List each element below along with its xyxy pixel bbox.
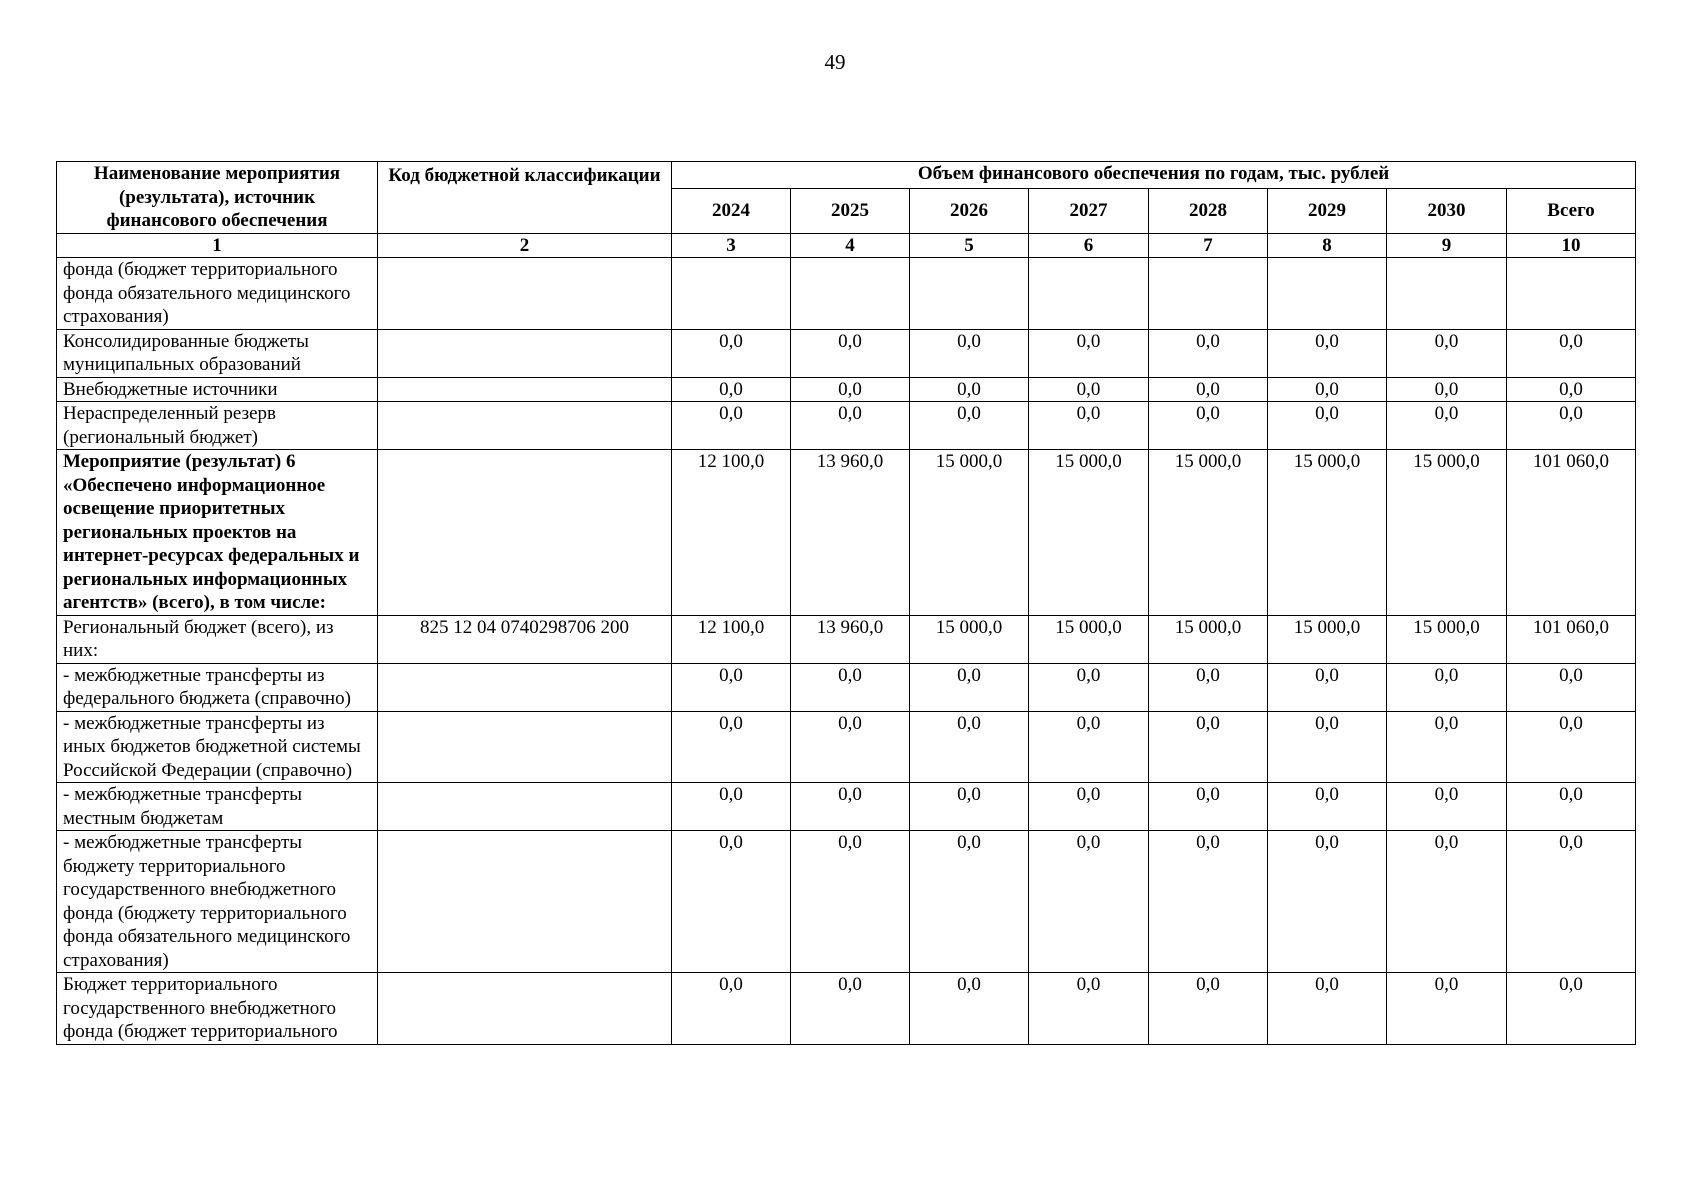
- table-row: [57, 615, 1636, 663]
- header-year: 2026: [910, 188, 1029, 233]
- row-year-value: 0,0: [1268, 377, 1387, 402]
- row-year-value: 0,0: [1029, 711, 1149, 783]
- header-code: Код бюджетной классификации: [378, 162, 672, 234]
- column-numbers-row: [57, 233, 1636, 258]
- row-budget-code: [378, 329, 672, 377]
- row-total-value: 0,0: [1507, 973, 1636, 1045]
- row-year-value: 0,0: [910, 711, 1029, 783]
- column-number: 9: [1387, 233, 1507, 258]
- header-year: 2029: [1268, 188, 1387, 233]
- row-year-value: 15 000,0: [910, 615, 1029, 663]
- header-funding-group: Объем финансового обеспечения по годам, тыс. рублей: [672, 162, 1636, 189]
- row-year-value: 0,0: [1149, 783, 1268, 831]
- row-year-value: 0,0: [1268, 402, 1387, 450]
- row-year-value: 0,0: [1149, 711, 1268, 783]
- column-number: 4: [791, 233, 910, 258]
- row-name: - межбюджетные трансферты местным бюджетам: [57, 783, 378, 831]
- row-budget-code: [378, 402, 672, 450]
- row-year-value: 0,0: [1387, 711, 1507, 783]
- header-year: 2025: [791, 188, 910, 233]
- column-number: 10: [1507, 233, 1636, 258]
- row-name: Нераспределенный резерв (региональный бюджет): [57, 402, 378, 450]
- column-number: 1: [57, 233, 378, 258]
- row-year-value: 0,0: [1029, 783, 1149, 831]
- row-year-value: 0,0: [1149, 377, 1268, 402]
- column-number: 5: [910, 233, 1029, 258]
- row-year-value: 0,0: [910, 663, 1029, 711]
- row-budget-code: [378, 831, 672, 973]
- column-number: 2: [378, 233, 672, 258]
- row-total-value: 0,0: [1507, 663, 1636, 711]
- row-total-value: 0,0: [1507, 329, 1636, 377]
- table-row: [57, 450, 1636, 616]
- row-year-value: 0,0: [1149, 973, 1268, 1045]
- row-year-value: 0,0: [791, 663, 910, 711]
- row-year-value: 0,0: [1029, 973, 1149, 1045]
- row-budget-code: [378, 711, 672, 783]
- row-year-value: 0,0: [1387, 377, 1507, 402]
- row-year-value: 0,0: [1268, 783, 1387, 831]
- row-total-value: 0,0: [1507, 402, 1636, 450]
- table-row: [57, 711, 1636, 783]
- row-name: фонда (бюджет территориального фонда обязательного медицинского страхования): [57, 258, 378, 330]
- row-year-value: 0,0: [1029, 831, 1149, 973]
- row-name: Мероприятие (результат) 6 «Обеспечено информационное освещение приоритетных региональных проектов на интернет-ресурсах федеральных и региональных информационных агентств» (всего), в том числе:: [57, 450, 378, 616]
- row-year-value: 0,0: [791, 973, 910, 1045]
- row-year-value: 0,0: [1268, 973, 1387, 1045]
- row-year-value: 0,0: [672, 831, 791, 973]
- row-year-value: 0,0: [1268, 329, 1387, 377]
- row-total-value: 0,0: [1507, 783, 1636, 831]
- row-year-value: 0,0: [1268, 711, 1387, 783]
- row-year-value: 0,0: [672, 377, 791, 402]
- row-year-value: 0,0: [1268, 831, 1387, 973]
- row-year-value: 15 000,0: [1149, 450, 1268, 616]
- table-row: [57, 831, 1636, 973]
- table-row: [57, 663, 1636, 711]
- row-year-value: 0,0: [791, 783, 910, 831]
- row-year-value: 0,0: [672, 711, 791, 783]
- row-year-value: 0,0: [910, 973, 1029, 1045]
- header-year: 2024: [672, 188, 791, 233]
- header-year: 2028: [1149, 188, 1268, 233]
- row-year-value: 0,0: [910, 402, 1029, 450]
- row-total-value: 0,0: [1507, 831, 1636, 973]
- table-body: [57, 258, 1636, 1045]
- row-budget-code: [378, 450, 672, 616]
- row-year-value: [1029, 258, 1149, 330]
- row-budget-code: [378, 973, 672, 1045]
- row-year-value: 15 000,0: [1387, 615, 1507, 663]
- row-name: - межбюджетные трансферты из федерального бюджета (справочно): [57, 663, 378, 711]
- row-year-value: 15 000,0: [910, 450, 1029, 616]
- table-row: [57, 258, 1636, 330]
- table-row: [57, 329, 1636, 377]
- row-year-value: [672, 258, 791, 330]
- row-year-value: 0,0: [1149, 831, 1268, 973]
- financing-table: [56, 161, 1636, 1045]
- row-total-value: 0,0: [1507, 711, 1636, 783]
- column-number: 7: [1149, 233, 1268, 258]
- row-year-value: 0,0: [1387, 973, 1507, 1045]
- header-year: 2027: [1029, 188, 1149, 233]
- row-year-value: 12 100,0: [672, 615, 791, 663]
- row-name: Региональный бюджет (всего), из них:: [57, 615, 378, 663]
- column-number: 6: [1029, 233, 1149, 258]
- row-total-value: 101 060,0: [1507, 615, 1636, 663]
- row-year-value: 0,0: [910, 831, 1029, 973]
- row-year-value: 0,0: [672, 973, 791, 1045]
- row-budget-code: [378, 377, 672, 402]
- row-year-value: [1149, 258, 1268, 330]
- row-year-value: [910, 258, 1029, 330]
- row-year-value: 12 100,0: [672, 450, 791, 616]
- row-year-value: 0,0: [1387, 329, 1507, 377]
- row-year-value: 0,0: [1029, 329, 1149, 377]
- row-year-value: 0,0: [791, 711, 910, 783]
- table-row: [57, 402, 1636, 450]
- table-row: [57, 973, 1636, 1045]
- row-name: - межбюджетные трансферты из иных бюджетов бюджетной системы Российской Федерации (справочно): [57, 711, 378, 783]
- row-year-value: 0,0: [1029, 377, 1149, 402]
- row-year-value: 0,0: [672, 783, 791, 831]
- row-year-value: [1387, 258, 1507, 330]
- row-year-value: 0,0: [1387, 831, 1507, 973]
- row-year-value: 0,0: [791, 329, 910, 377]
- row-year-value: 15 000,0: [1268, 450, 1387, 616]
- row-budget-code: [378, 663, 672, 711]
- row-name: Внебюджетные источники: [57, 377, 378, 402]
- row-year-value: 0,0: [1029, 663, 1149, 711]
- row-year-value: 0,0: [1149, 329, 1268, 377]
- row-year-value: 0,0: [1387, 663, 1507, 711]
- row-year-value: [791, 258, 910, 330]
- page-number: 49: [824, 50, 846, 74]
- row-year-value: 0,0: [791, 377, 910, 402]
- row-budget-code: [378, 258, 672, 330]
- row-year-value: 0,0: [910, 329, 1029, 377]
- row-name: Консолидированные бюджеты муниципальных образований: [57, 329, 378, 377]
- row-year-value: 0,0: [1149, 663, 1268, 711]
- row-budget-code: 825 12 04 0740298706 200: [378, 615, 672, 663]
- row-year-value: 0,0: [1268, 663, 1387, 711]
- row-year-value: 0,0: [1029, 402, 1149, 450]
- row-year-value: 15 000,0: [1387, 450, 1507, 616]
- table-row: [57, 783, 1636, 831]
- row-year-value: 15 000,0: [1268, 615, 1387, 663]
- row-year-value: 13 960,0: [791, 450, 910, 616]
- row-year-value: 0,0: [1149, 402, 1268, 450]
- row-year-value: 0,0: [672, 329, 791, 377]
- table-header: [57, 162, 1636, 258]
- row-year-value: 0,0: [672, 663, 791, 711]
- row-year-value: 15 000,0: [1029, 615, 1149, 663]
- row-year-value: 0,0: [1387, 783, 1507, 831]
- row-budget-code: [378, 783, 672, 831]
- row-name: - межбюджетные трансферты бюджету территориального государственного внебюджетного фонда (бюджету территориального фонда обязательного медицинского страхования): [57, 831, 378, 973]
- column-number: 3: [672, 233, 791, 258]
- row-year-value: 15 000,0: [1029, 450, 1149, 616]
- header-total: Всего: [1507, 188, 1636, 233]
- row-year-value: 15 000,0: [1149, 615, 1268, 663]
- row-total-value: [1507, 258, 1636, 330]
- header-name: Наименование мероприятия (результата), источник финансового обеспечения: [57, 162, 378, 234]
- row-year-value: 0,0: [910, 783, 1029, 831]
- row-year-value: 0,0: [910, 377, 1029, 402]
- row-year-value: 0,0: [791, 831, 910, 973]
- row-year-value: 0,0: [1387, 402, 1507, 450]
- row-year-value: [1268, 258, 1387, 330]
- row-year-value: 0,0: [791, 402, 910, 450]
- row-year-value: 13 960,0: [791, 615, 910, 663]
- table-row: [57, 377, 1636, 402]
- row-year-value: 0,0: [672, 402, 791, 450]
- row-total-value: 101 060,0: [1507, 450, 1636, 616]
- header-year: 2030: [1387, 188, 1507, 233]
- column-number: 8: [1268, 233, 1387, 258]
- row-name: Бюджет территориального государственного внебюджетного фонда (бюджет территориального: [57, 973, 378, 1045]
- row-total-value: 0,0: [1507, 377, 1636, 402]
